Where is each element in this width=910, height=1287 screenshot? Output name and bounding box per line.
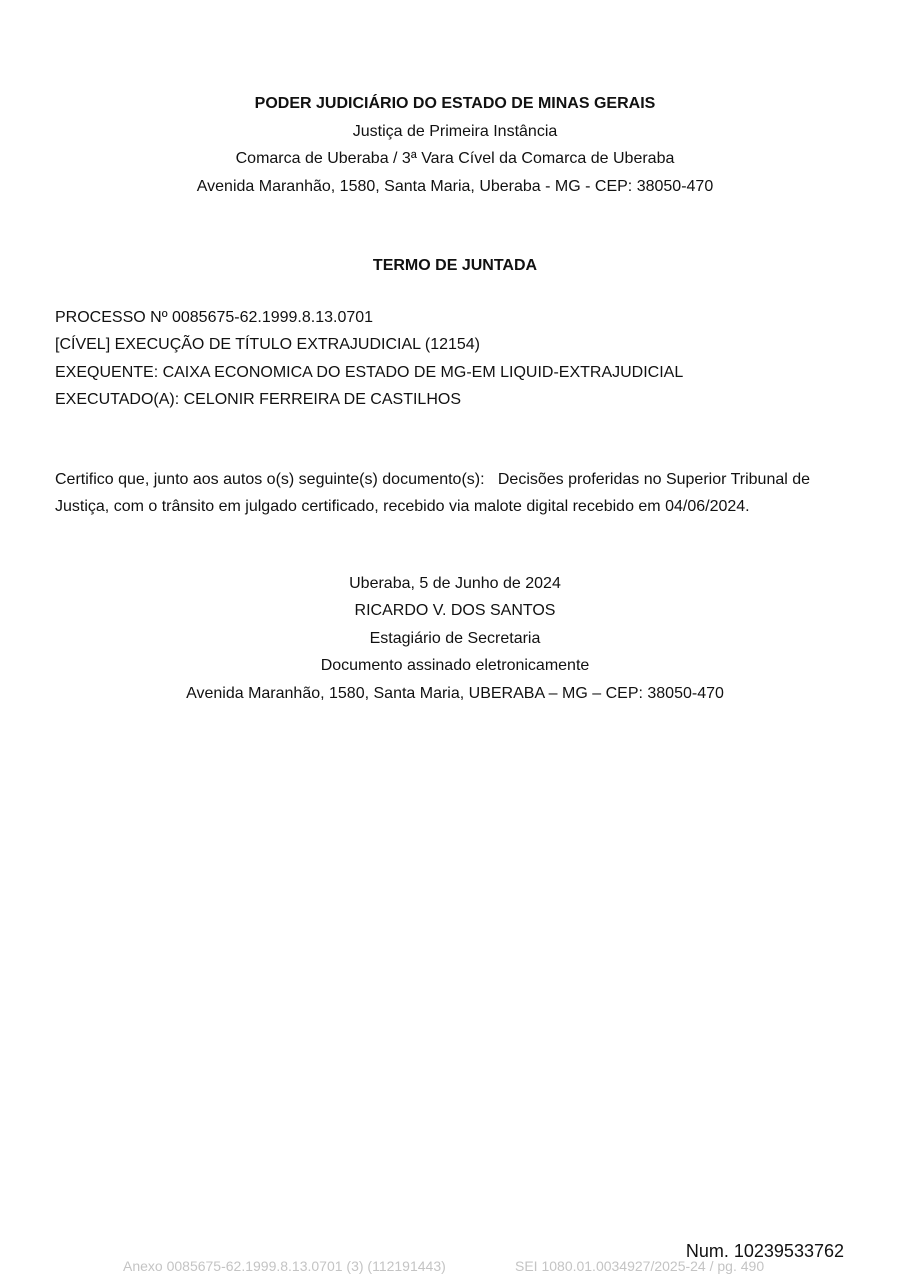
process-exequente: EXEQUENTE: CAIXA ECONOMICA DO ESTADO DE MG-EM LIQUID-EXTRAJUDICIAL <box>55 364 684 381</box>
document-number: Num. 10239533762 <box>685 1241 844 1261</box>
document-title: TERMO DE JUNTADA <box>372 257 538 274</box>
certificate-line-2: Justiça, com o trânsito em julgado certificado, recebido via malote digital recebido em 04/06/2024. <box>55 498 750 515</box>
court-name: PODER JUDICIÁRIO DO ESTADO DE MINAS GERAIS <box>254 95 656 112</box>
process-number: PROCESSO Nº 0085675-62.1999.8.13.0701 <box>55 309 374 326</box>
signature-address: Avenida Maranhão, 1580, Santa Maria, UBERABA – MG – CEP: 38050-470 <box>186 685 724 702</box>
footer-annex: Anexo 0085675-62.1999.8.13.0701 (3) (112191443) <box>123 1258 446 1274</box>
certificate-line-1: Certifico que, junto aos autos o(s) seguinte(s) documento(s): Decisões proferidas no Superior Tribunal de <box>55 471 811 488</box>
process-class: [CÍVEL] EXECUÇÃO DE TÍTULO EXTRAJUDICIAL (12154) <box>55 336 481 353</box>
court-address: Avenida Maranhão, 1580, Santa Maria, Uberaba - MG - CEP: 38050-470 <box>196 178 714 195</box>
court-comarca: Comarca de Uberaba / 3ª Vara Cível da Comarca de Uberaba <box>235 150 675 167</box>
footer-sei: SEI 1080.01.0034927/2025-24 / pg. 490 <box>515 1258 765 1274</box>
signature-name: RICARDO V. DOS SANTOS <box>354 602 556 619</box>
signature-role: Estagiário de Secretaria <box>369 630 541 647</box>
signature-note: Documento assinado eletronicamente <box>320 657 590 674</box>
process-executado: EXECUTADO(A): CELONIR FERREIRA DE CASTILHOS <box>55 391 461 408</box>
court-instance: Justiça de Primeira Instância <box>352 123 558 140</box>
signature-place-date: Uberaba, 5 de Junho de 2024 <box>349 575 561 592</box>
